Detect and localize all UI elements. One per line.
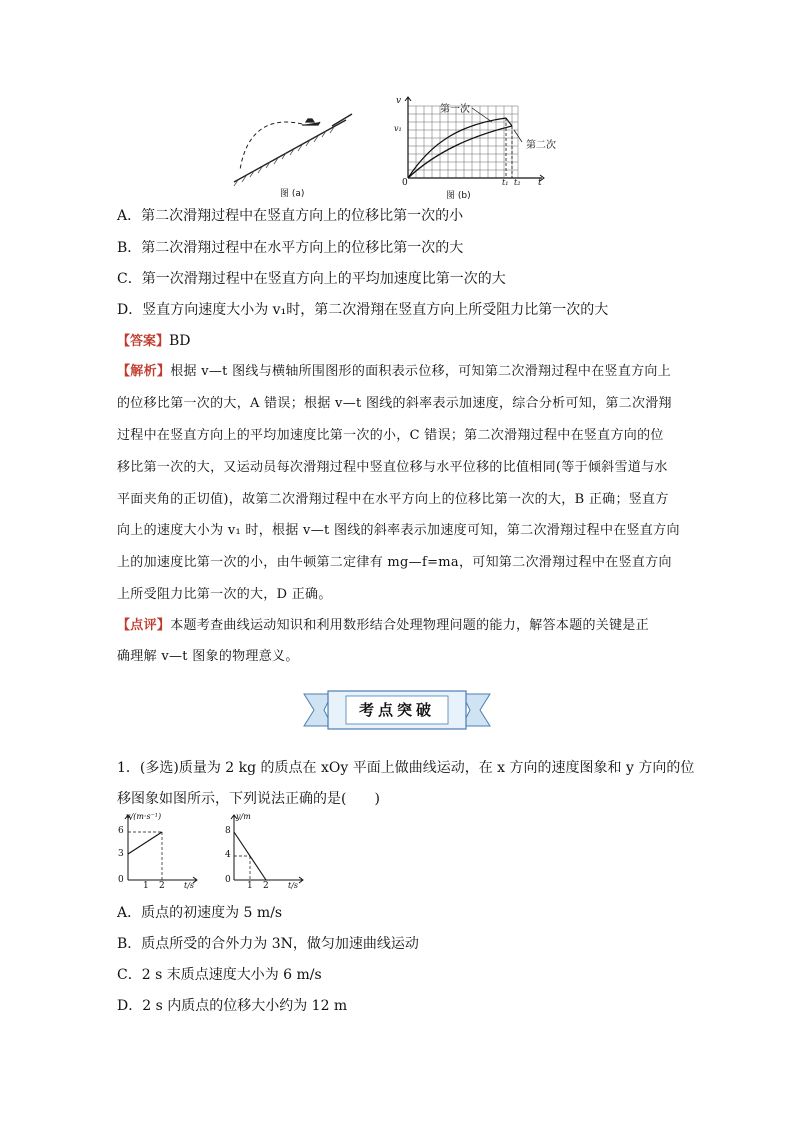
graph-vx — [112, 812, 202, 894]
q1-option-b: B．质点所受的合外力为 3N，做匀加速曲线运动 — [117, 936, 419, 952]
analysis-text-0: 根据 v—t 图线与横轴所围图形的面积表示位移，可知第二次滑翔过程中在竖直方向上 — [170, 364, 672, 379]
q1-option-d: D．2 s 内质点的位移大小约为 12 m — [117, 998, 348, 1014]
analysis-line-7: 上所受阻力比第一次的大，D 正确。 — [117, 587, 332, 602]
vx-tick-0: 0 — [118, 875, 124, 885]
option-c: C．第一次滑翔过程中在竖直方向上的平均加速度比第一次的大 — [117, 271, 506, 287]
vx-y-label: v/(m·s⁻¹) — [126, 812, 162, 821]
answer-tag: 【答案】 — [117, 334, 170, 349]
figure-a — [228, 110, 358, 200]
analysis-line-4: 平面夹角的正切值)，故第二次滑翔过程中在水平方向上的位移比第一次的大，B 正确；竖直方 — [117, 492, 669, 507]
vt-label-first: 第一次 — [440, 104, 470, 115]
figure-a-caption: 图 (a) — [280, 189, 305, 199]
vt-x-axis-label: t — [538, 178, 542, 188]
question-1-line-1: 移图象如图所示，下列说法正确的是( ) — [117, 791, 380, 807]
q1-option-c: C．2 s 末质点速度大小为 6 m/s — [117, 967, 322, 983]
vx-tick-3: 3 — [118, 849, 124, 859]
option-a: A．第二次滑翔过程中在竖直方向上的位移比第一次的小 — [117, 208, 464, 224]
comment-text-0: 本题考查曲线运动知识和利用数形结合处理物理问题的能力，解答本题的关键是正 — [170, 618, 650, 633]
figure-b-caption: 图 (b) — [446, 191, 471, 201]
comment-tag: 【点评】 — [117, 618, 171, 633]
vx-tick-x1: 1 — [143, 881, 149, 891]
y-tick-0: 0 — [225, 875, 231, 885]
vt-y-axis-label: v — [396, 96, 402, 106]
y-tick-4: 4 — [225, 850, 231, 860]
y-tick-x2: 2 — [263, 881, 269, 891]
vt-label-second: 第二次 — [526, 140, 556, 151]
graph-y — [222, 812, 312, 894]
y-y-label: y/m — [236, 812, 251, 821]
y-x-label: t/s — [288, 881, 299, 890]
vt-v1-label: v₁ — [394, 124, 402, 133]
vt-origin-label: 0 — [402, 178, 408, 188]
vx-tick-6: 6 — [118, 826, 124, 836]
figure-b — [392, 96, 572, 200]
vx-tick-x2: 2 — [159, 881, 165, 891]
option-d: D．竖直方向速度大小为 v₁时，第二次滑翔在竖直方向上所受阻力比第一次的大 — [117, 302, 609, 318]
vx-x-label: t/s — [184, 881, 195, 890]
banner-title: 考点突破 — [358, 701, 435, 719]
y-tick-x1: 1 — [247, 881, 253, 891]
analysis-line-6: 上的加速度比第一次的小，由牛顿第二定律有 mg—f=ma，可知第二次滑翔过程中在竖直方向 — [117, 555, 672, 570]
comment-line-0 — [117, 616, 677, 636]
question-1-line-0: 1．(多选)质量为 2 kg 的质点在 xOy 平面上做曲线运动，在 x 方向的速度图象和 y 方向的位 — [117, 760, 695, 776]
vt-t2-label: t₂ — [514, 178, 521, 187]
answer-line — [117, 331, 191, 352]
q1-option-a: A．质点的初速度为 5 m/s — [117, 905, 283, 921]
analysis-tag: 【解析】 — [117, 364, 171, 379]
vt-t1-label: t₁ — [502, 178, 509, 187]
section-banner — [302, 688, 492, 732]
option-b: B．第二次滑翔过程中在水平方向上的位移比第一次的大 — [117, 240, 464, 256]
analysis-line-0 — [117, 362, 677, 382]
comment-line-1: 确理解 v—t 图象的物理意义。 — [117, 649, 299, 664]
analysis-line-5: 向上的速度大小为 v₁ 时，根据 v—t 图线的斜率表示加速度可知，第二次滑翔过程中在竖直方向 — [117, 523, 680, 538]
y-tick-8: 8 — [225, 826, 231, 836]
analysis-line-2: 过程中在竖直方向上的平均加速度比第一次的小，C 错误；第二次滑翔过程中在竖直方向的位 — [117, 428, 664, 443]
analysis-line-3: 移比第一次的大，又运动员每次滑翔过程中竖直位移与水平位移的比值相同(等于倾斜雪道与水 — [117, 460, 668, 475]
answer-value: BD — [169, 333, 191, 349]
analysis-line-1: 的位移比第一次的大，A 错误；根据 v—t 图线的斜率表示加速度，综合分析可知，第二次滑翔 — [117, 396, 672, 411]
